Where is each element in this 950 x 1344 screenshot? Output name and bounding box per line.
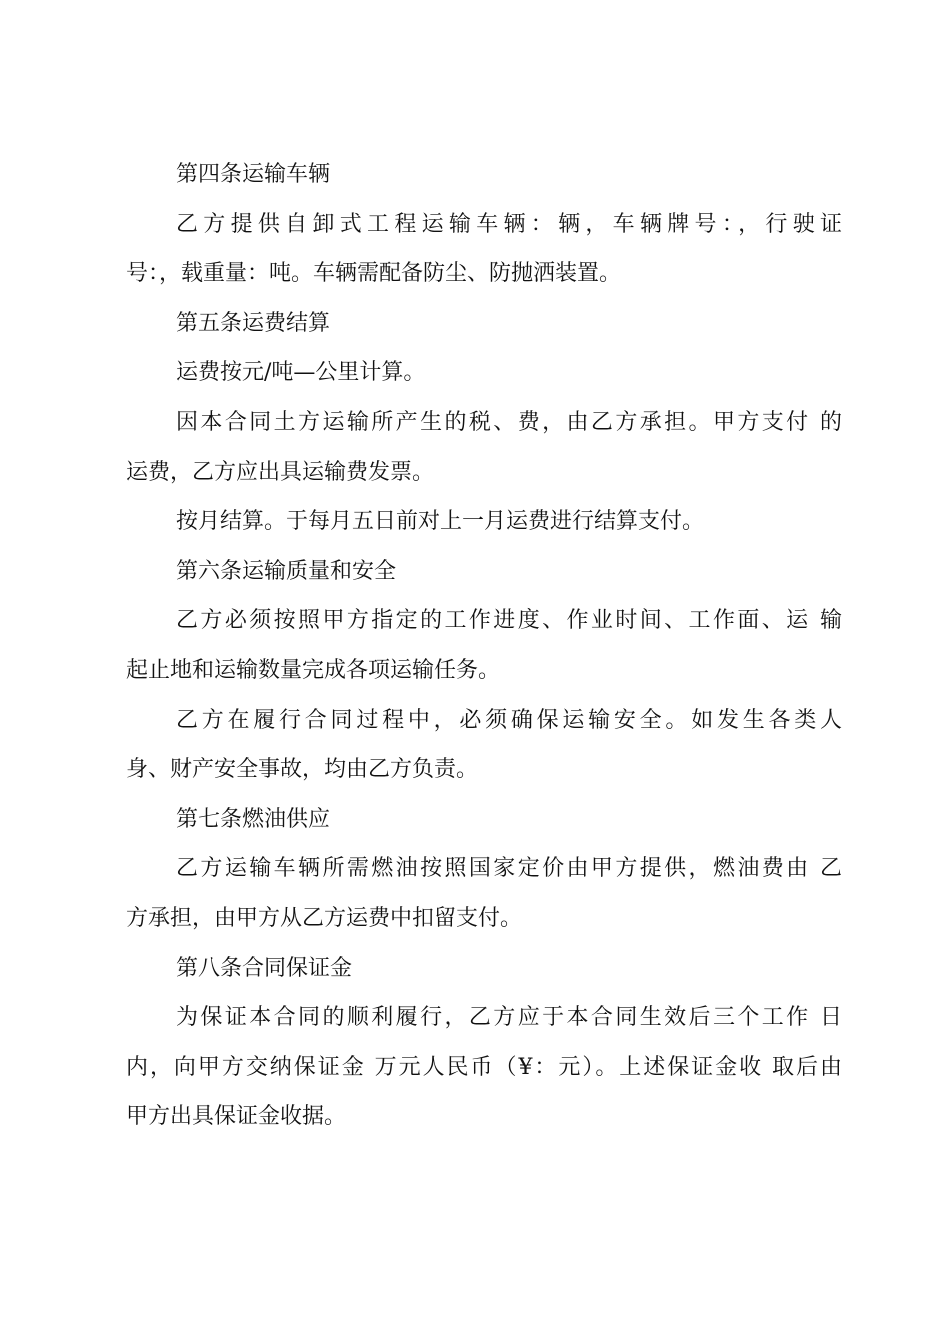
article-7-heading: 第七条燃油供应: [176, 806, 331, 832]
paragraph-line: 内，向甲方交纳保证金 万元人民币（¥：元）。上述保证金收 取后由: [126, 1054, 842, 1080]
paragraph-line: 乙方在履行合同过程中，必须确保运输安全。如发生各类人: [176, 707, 842, 733]
paragraph-line: 身、财产安全事故，均由乙方负责。: [126, 757, 479, 783]
paragraph-line: 运费，乙方应出具运输费发票。: [126, 459, 435, 485]
paragraph-line: 运费按元/吨—公里计算。: [176, 360, 426, 386]
article-4-heading: 第四条运输车辆: [176, 162, 331, 187]
paragraph-line: 甲方出具保证金收据。: [126, 1104, 347, 1130]
paragraph-line: 起止地和运输数量完成各项运输任务。: [126, 657, 501, 683]
document-body: [126, 150, 842, 1142]
paragraph-line: 号：，载重量：吨。车辆需配备防尘、防抛洒装置。: [126, 261, 622, 287]
paragraph-line: 方承担，由甲方从乙方运费中扣留支付。: [126, 905, 523, 931]
article-6-heading: 第六条运输质量和安全: [176, 558, 397, 584]
paragraph-line: 为保证本合同的顺利履行，乙方应于本合同生效后三个工作 日: [176, 1005, 842, 1031]
paragraph-line: 乙方运输车辆所需燃油按照国家定价由甲方提供，燃油费由 乙: [176, 856, 842, 882]
paragraph-line: 按月结算。于每月五日前对上一月运费进行结算支付。: [176, 509, 705, 535]
article-8-heading: 第八条合同保证金: [176, 955, 353, 981]
paragraph-line: 乙方提供自卸式工程运输车辆：辆，车辆牌号：，行驶证: [176, 211, 842, 237]
paragraph-line: 乙方必须按照甲方指定的工作进度、作业时间、工作面、运 输: [176, 608, 842, 634]
article-5-heading: 第五条运费结算: [176, 310, 331, 336]
paragraph-line: 因本合同土方运输所产生的税、费，由乙方承担。甲方支付 的: [176, 409, 842, 435]
